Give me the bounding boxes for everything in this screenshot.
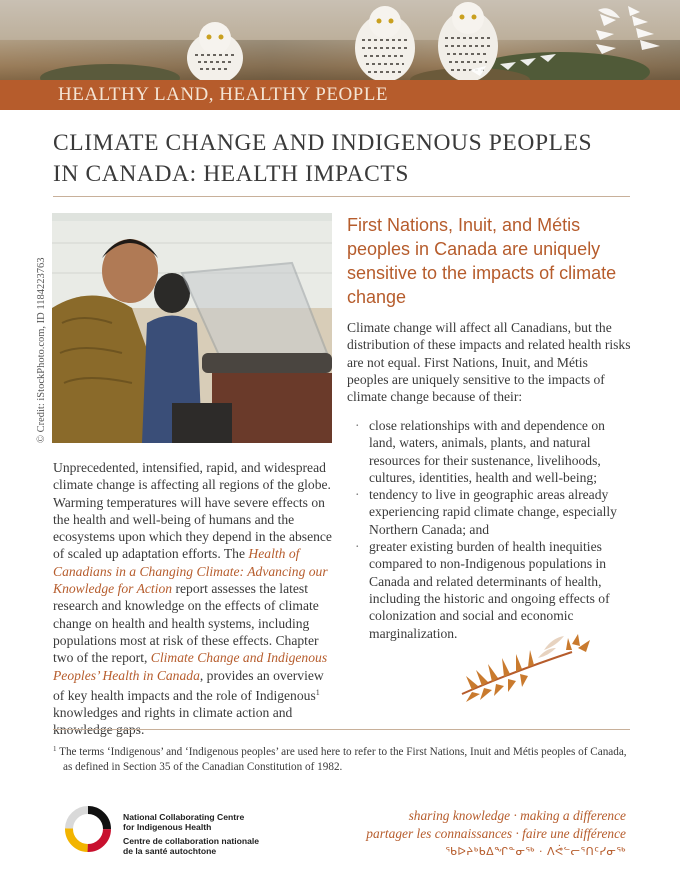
tagline-inuktitut: ᖃᐅᔨᒃᑲᐃᖏᓐᓂᖅ · ᐱᕚᓪᓕᕐᑎᑦᓯᓂᖅ xyxy=(445,845,626,858)
list-item xyxy=(355,486,635,538)
lead-heading: First Nations, Inuit, and Métis peoples in Canada are uniquely sensitive to the impacts of climate change xyxy=(347,215,617,307)
org-name-fr-line1: Centre de collaboration nationale xyxy=(123,836,260,846)
left-paragraph-part4: knowledges and rights in climate action and xyxy=(53,705,293,721)
footnote-line1: The terms ‘Indigenous’ and ‘Indigenous peoples’ are used here to refer to the First Nations, Inuit and Métis peoples of Canada, xyxy=(59,746,627,758)
fern-icon xyxy=(452,632,602,704)
org-name-en-line2: for Indigenous Health xyxy=(123,822,212,832)
list-item-text: tendency to live in geographic areas already experiencing rapid climate change, especially Northern Canada; and xyxy=(369,487,617,537)
footnote-line2: as defined in Section 35 of the Canadian Constitution of 1982. xyxy=(63,761,343,773)
bullet-icon: · xyxy=(355,418,360,433)
footnote-mark: 1 xyxy=(53,745,57,753)
document-title-line2: IN CANADA: HEALTH IMPACTS xyxy=(53,161,410,187)
list-item xyxy=(355,538,635,642)
tagline-english: sharing knowledge · making a difference xyxy=(408,808,626,823)
organization-name xyxy=(123,812,259,856)
right-intro-paragraph: Climate change will affect all Canadians, but the distribution of these impacts and related health risks are not equal. First Nations, Inuit, and Métis peoples are uniquely sensitive to the impacts of climate change because of their: xyxy=(347,320,631,405)
header-banner xyxy=(0,0,680,110)
org-name-en-line1: National Collaborating Centre xyxy=(123,812,245,822)
title-divider xyxy=(53,196,630,197)
list-item xyxy=(355,417,635,486)
footnote xyxy=(53,742,643,775)
tagline xyxy=(366,807,626,861)
left-paragraph-part2: report assesses the latest research and knowledge on the effects of climate change on health and health systems, including populations most at risk of these effects. Chapter two of the report, xyxy=(53,581,319,666)
left-paragraph-part3: , provides an overview of key health impacts and the role of Indigenous xyxy=(53,667,324,703)
nccih-logo-icon xyxy=(64,806,116,852)
bullet-icon: · xyxy=(355,487,360,503)
list-item-text: greater existing burden of health inequities compared to non-Indigenous populations in Canada and related determinants of health, including the historic and ongoing effects of colonization and social and economic marginalization. xyxy=(369,539,610,641)
document-title-line1: CLIMATE CHANGE AND INDIGENOUS PEOPLES xyxy=(53,130,593,156)
father-child-atv-photo xyxy=(52,213,332,443)
report-title-link[interactable]: Health of Canadians in a Changing Climate: Advancing our Knowledge for Action xyxy=(53,546,328,597)
list-item-text: close relationships with and dependence on land, waters, animals, plants, and natural resources for their sustenance, livelihoods, cultures, identities, health and well-being; xyxy=(369,418,605,485)
left-column-text xyxy=(53,459,335,739)
footnote-reference[interactable]: 1 xyxy=(315,687,320,697)
bullet-icon: · xyxy=(355,539,360,555)
org-name-fr-line2: de la santé autochtone xyxy=(123,846,217,856)
snowy-owls-photo xyxy=(0,0,680,82)
sensitivity-list xyxy=(355,417,635,642)
chapter-title-link[interactable]: Climate Change and Indigenous Peoples’ Health in Canada xyxy=(53,650,328,683)
tagline-french: partager les connaissances · faire une différence xyxy=(366,826,626,841)
document-title xyxy=(53,128,653,190)
banner-title: HEALTHY LAND, HEALTHY PEOPLE xyxy=(58,84,388,105)
footnote-divider xyxy=(53,729,630,730)
left-paragraph-part1: Unprecedented, intensified, rapid, and widespread climate change is affecting all regions of the globe. Warming temperatures will have severe effects on the health and well-being of humans and the ecosystems upon which they depend in the absence of scaled up adaptation efforts. The xyxy=(53,460,332,562)
photo-credit: © Credit: iStockPhoto.com, ID 1184223763 xyxy=(36,257,47,443)
